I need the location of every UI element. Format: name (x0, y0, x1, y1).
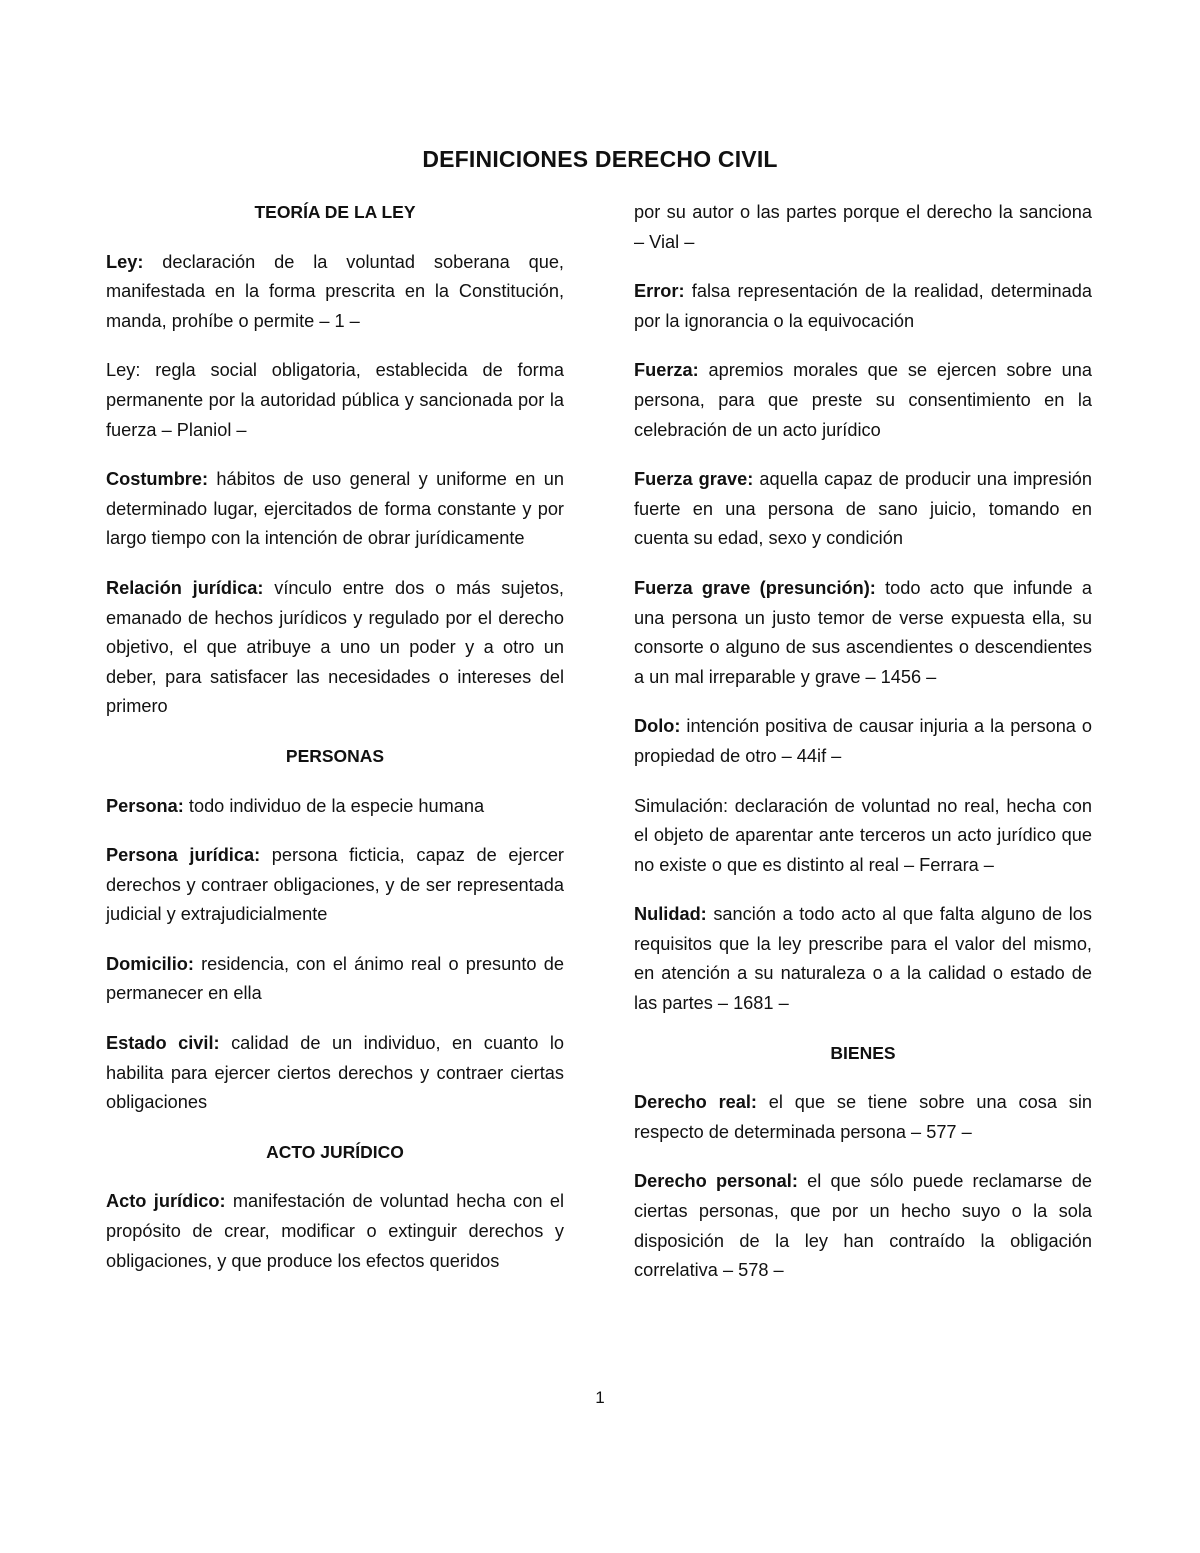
definition-term: Ley: (106, 251, 144, 272)
definition-entry (634, 712, 1092, 771)
definition-entry (634, 792, 1092, 881)
definition-entry (634, 465, 1092, 554)
definition-term: Fuerza: (634, 360, 699, 381)
definition-entry (106, 1029, 564, 1118)
definition-text: el que sólo puede reclamarse de ciertas personas, que por un hecho suyo o la sola disposición de la ley han contraído la obligación correlativa – 578 – (634, 1171, 1092, 1281)
document-title: DEFINICIONES DERECHO CIVIL (422, 146, 778, 172)
definition-text: persona ficticia, capaz de ejercer derechos y contraer obligaciones, y de ser representada judicial y extrajudicialmente (106, 845, 564, 925)
definition-text: por su autor o las partes porque el derecho la sanciona – Vial – (634, 202, 1092, 252)
definition-text: falsa representación de la realidad, determinada por la ignorancia o la equivocación (634, 281, 1092, 331)
definition-text: todo acto que infunde a una persona un justo temor de verse expuesta ella, su consorte o alguno de sus ascendientes o descendientes a un mal irreparable y grave – 1456 – (634, 577, 1092, 687)
definition-text: el que se tiene sobre una cosa sin respecto de determinada persona – 577 – (634, 1092, 1092, 1142)
definition-term: Acto jurídico: (106, 1191, 226, 1212)
definition-text: sanción a todo acto al que falta alguno de los requisitos que la ley prescribe para el valor del mismo, en atención a su naturaleza o a la calidad o estado de las partes – 1681 – (634, 904, 1092, 1014)
definition-text: aquella capaz de producir una impresión fuerte en una persona de sano juicio, tomando en cuenta su edad, sexo y condición (634, 469, 1092, 549)
definition-text: vínculo entre dos o más sujetos, emanado de hechos jurídicos y regulado por el derecho objetivo, el que atribuye a uno un poder y a otro un deber, para satisfacer las necesidades o intereses del primero (106, 577, 564, 717)
definition-text: residencia, con el ánimo real o presunto de permanecer en ella (106, 953, 564, 1004)
definition-entry (634, 1167, 1092, 1285)
section-heading: TEORÍA DE LA LEY (254, 202, 416, 222)
section-heading: ACTO JURÍDICO (266, 1141, 404, 1162)
definition-term: Domicilio: (106, 953, 194, 974)
definition-term: Fuerza grave: (634, 469, 754, 490)
section-heading: BIENES (830, 1042, 896, 1063)
definition-term: Derecho personal: (634, 1171, 798, 1192)
right-column (634, 198, 1092, 1306)
definition-entry (106, 356, 564, 445)
definition-entry (634, 356, 1092, 445)
definition-term: Persona jurídica: (106, 845, 261, 866)
definition-entry (634, 198, 1092, 257)
definition-entry (634, 574, 1092, 692)
definition-entry (106, 1187, 564, 1276)
definition-text: manifestación de voluntad hecha con el propósito de crear, modificar o extinguir derechos y obligaciones, y que produce los efectos queridos (106, 1191, 564, 1271)
definition-term: Costumbre: (106, 469, 209, 490)
definition-term: Estado civil: (106, 1033, 220, 1054)
definition-term: Nulidad: (634, 904, 707, 925)
left-column (106, 198, 564, 1296)
definition-text: Simulación: declaración de voluntad no real, hecha con el objeto de aparentar ante terceros un acto jurídico que no existe o que es distinto al real – Ferrara – (634, 795, 1092, 875)
definition-entry (634, 1088, 1092, 1147)
definition-term: Derecho real: (634, 1092, 757, 1113)
definition-entry (634, 900, 1092, 1018)
definition-text: calidad de un individuo, en cuanto lo habilita para ejercer ciertos derechos y contraer ciertas obligaciones (106, 1033, 565, 1113)
section-heading: PERSONAS (285, 745, 385, 766)
definition-text: Ley: regla social obligatoria, establecida de forma permanente por la autoridad pública y sancionada por la fuerza – Planiol – (106, 360, 564, 440)
definition-entry (106, 574, 564, 722)
definition-term: Fuerza grave (presunción): (634, 577, 876, 598)
definition-text: intención positiva de causar injuria a la persona o propiedad de otro – 44if – (634, 716, 1092, 766)
definition-entry (106, 248, 564, 337)
definition-text: declaración de la voluntad soberana que, manifestada en la forma prescrita en la Constitución, manda, prohíbe o permite – 1 – (106, 251, 564, 331)
definition-text: apremios morales que se ejercen sobre una persona, para que preste su consentimiento en la celebración de un acto jurídico (634, 360, 1092, 440)
definition-term: Relación jurídica: (106, 577, 264, 598)
definition-entry (106, 950, 564, 1009)
definition-entry (106, 792, 564, 822)
definition-text: hábitos de uso general y uniforme en un determinado lugar, ejercitados de forma constante y por largo tiempo con la intención de obrar jurídicamente (106, 469, 564, 549)
definition-term: Dolo: (634, 716, 681, 737)
definition-term: Error: (634, 281, 685, 302)
definition-entry (106, 465, 564, 554)
definition-entry (106, 841, 564, 930)
definition-text: todo individuo de la especie humana (183, 795, 485, 816)
page-number: 1 (595, 1388, 605, 1407)
definition-entry (634, 277, 1092, 336)
definition-term: Persona: (106, 795, 184, 816)
